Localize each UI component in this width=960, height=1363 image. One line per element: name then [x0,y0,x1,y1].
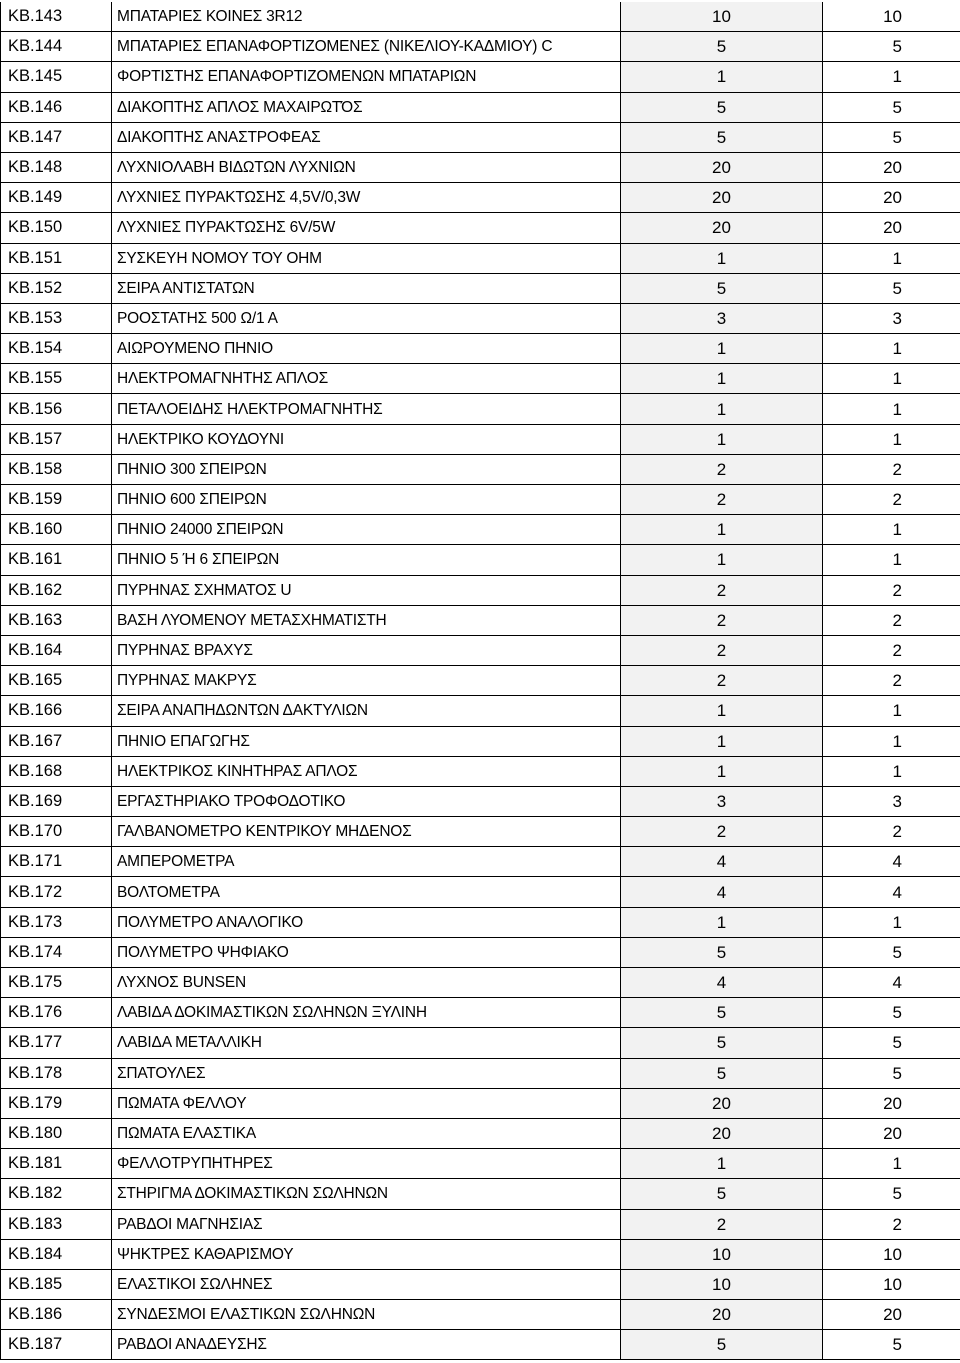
item-description-cell: ΠΗΝΙΟ 5 Ή 6 ΣΠΕΙΡΩΝ [112,545,621,575]
item-code-cell: ΚΒ.180 [1,1118,112,1148]
quantity-required-cell: 5 [621,1028,823,1058]
quantity-required-cell: 10 [621,2,823,32]
quantity-required-cell: 3 [621,303,823,333]
table-row [1,605,960,635]
quantity-required-cell: 4 [621,968,823,998]
table-row [1,1209,960,1239]
item-code-cell: ΚΒ.145 [1,62,112,92]
item-code-cell: ΚΒ.184 [1,1239,112,1269]
quantity-cell: 1 [823,545,960,575]
quantity-cell: 5 [823,998,960,1028]
item-description-cell: ΡΑΒΔΟΙ ΜΑΓΝΗΣΙΑΣ [112,1209,621,1239]
item-code-cell: ΚΒ.178 [1,1058,112,1088]
item-description-cell: ΠΟΛΥΜΕΤΡΟ ΑΝΑΛΟΓΙΚΟ [112,907,621,937]
item-description-cell: ΛΥΧΝΟΣ BUNSEN [112,968,621,998]
item-code-cell: ΚΒ.153 [1,303,112,333]
quantity-cell: 1 [823,726,960,756]
table-row [1,334,960,364]
table-row [1,1179,960,1209]
quantity-required-cell: 5 [621,32,823,62]
item-description-cell: ΔΙΑΚΟΠΤΗΣ ΑΠΛΟΣ ΜΑΧΑΙΡΩΤΌΣ [112,92,621,122]
quantity-cell: 10 [823,2,960,32]
table-row [1,152,960,182]
item-code-cell: ΚΒ.185 [1,1269,112,1299]
quantity-cell: 1 [823,394,960,424]
item-description-cell: ΕΛΑΣΤΙΚΟΙ ΣΩΛΗΝΕΣ [112,1269,621,1299]
item-code-cell: ΚΒ.158 [1,454,112,484]
table-row [1,213,960,243]
quantity-cell: 3 [823,303,960,333]
item-code-cell: ΚΒ.176 [1,998,112,1028]
table-row [1,907,960,937]
item-code-cell: ΚΒ.177 [1,1028,112,1058]
item-description-cell: ΠΩΜΑΤΑ ΦΕΛΛΟΥ [112,1088,621,1118]
table-row [1,62,960,92]
item-description-cell: ΗΛΕΚΤΡΟΜΑΓΝΗΤΗΣ ΑΠΛΟΣ [112,364,621,394]
item-code-cell: ΚΒ.156 [1,394,112,424]
quantity-required-cell: 4 [621,877,823,907]
quantity-cell: 2 [823,666,960,696]
item-code-cell: ΚΒ.167 [1,726,112,756]
item-code-cell: ΚΒ.147 [1,122,112,152]
table-row [1,394,960,424]
quantity-required-cell: 1 [621,62,823,92]
table-row [1,1118,960,1148]
table-row [1,515,960,545]
item-description-cell: ΣΕΙΡΑ ΑΝΑΠΗΔΩΝΤΩΝ ΔΑΚΤΥΛΙΩΝ [112,696,621,726]
table-row [1,92,960,122]
quantity-cell: 5 [823,32,960,62]
table-row [1,968,960,998]
table-row [1,1058,960,1088]
quantity-cell: 5 [823,1179,960,1209]
item-code-cell: ΚΒ.175 [1,968,112,998]
quantity-required-cell: 2 [621,575,823,605]
quantity-required-cell: 5 [621,1179,823,1209]
table-row [1,1149,960,1179]
quantity-required-cell: 2 [621,454,823,484]
item-code-cell: ΚΒ.148 [1,152,112,182]
quantity-cell: 3 [823,786,960,816]
quantity-required-cell: 3 [621,786,823,816]
item-description-cell: ΣΥΣΚΕΥΗ ΝΟΜΟΥ ΤΟΥ ΟΗΜ [112,243,621,273]
item-description-cell: ΣΠΑΤΟΥΛΕΣ [112,1058,621,1088]
table-row [1,183,960,213]
table-row [1,1269,960,1299]
item-code-cell: ΚΒ.164 [1,635,112,665]
item-code-cell: ΚΒ.169 [1,786,112,816]
quantity-cell: 5 [823,1028,960,1058]
item-code-cell: ΚΒ.187 [1,1330,112,1360]
quantity-required-cell: 10 [621,1269,823,1299]
table-row [1,1330,960,1360]
item-code-cell: ΚΒ.182 [1,1179,112,1209]
quantity-required-cell: 1 [621,696,823,726]
quantity-cell: 4 [823,877,960,907]
quantity-required-cell: 20 [621,152,823,182]
item-code-cell: ΚΒ.179 [1,1088,112,1118]
table-row [1,1239,960,1269]
item-code-cell: ΚΒ.163 [1,605,112,635]
item-description-cell: ΠΥΡΗΝΑΣ ΒΡΑΧΥΣ [112,635,621,665]
quantity-cell: 1 [823,334,960,364]
item-description-cell: ΠΗΝΙΟ 600 ΣΠΕΙΡΩΝ [112,485,621,515]
quantity-cell: 1 [823,243,960,273]
table-row [1,666,960,696]
quantity-required-cell: 5 [621,273,823,303]
item-code-cell: ΚΒ.186 [1,1300,112,1330]
item-description-cell: ΜΠΑΤΑΡΙΕΣ ΚΟΙΝΕΣ 3R12 [112,2,621,32]
item-code-cell: ΚΒ.154 [1,334,112,364]
quantity-required-cell: 1 [621,394,823,424]
quantity-required-cell: 2 [621,666,823,696]
item-code-cell: ΚΒ.171 [1,847,112,877]
quantity-required-cell: 1 [621,756,823,786]
quantity-required-cell: 1 [621,364,823,394]
table-row [1,575,960,605]
quantity-cell: 20 [823,213,960,243]
quantity-cell: 20 [823,152,960,182]
quantity-required-cell: 1 [621,1149,823,1179]
item-code-cell: ΚΒ.166 [1,696,112,726]
quantity-cell: 2 [823,1209,960,1239]
item-description-cell: ΒΟΛΤΟΜΕΤΡΑ [112,877,621,907]
quantity-required-cell: 2 [621,605,823,635]
quantity-required-cell: 2 [621,485,823,515]
item-code-cell: ΚΒ.151 [1,243,112,273]
quantity-cell: 2 [823,635,960,665]
quantity-required-cell: 20 [621,213,823,243]
quantity-cell: 5 [823,937,960,967]
item-description-cell: ΠΕΤΑΛΟΕΙΔΗΣ ΗΛΕΚΤΡΟΜΑΓΝΗΤΗΣ [112,394,621,424]
quantity-cell: 1 [823,1149,960,1179]
quantity-required-cell: 20 [621,183,823,213]
item-description-cell: ΑΙΩΡΟΥΜΕΝΟ ΠΗΝΙΟ [112,334,621,364]
table-row [1,545,960,575]
item-description-cell: ΦΟΡΤΙΣΤΗΣ ΕΠΑΝΑΦΟΡΤΙΖΟΜΕΝΩΝ ΜΠΑΤΑΡΙΩΝ [112,62,621,92]
item-code-cell: ΚΒ.161 [1,545,112,575]
item-description-cell: ΛΥΧΝΙΕΣ ΠΥΡΑΚΤΩΣΗΣ 4,5V/0,3W [112,183,621,213]
item-code-cell: ΚΒ.165 [1,666,112,696]
quantity-cell: 1 [823,756,960,786]
table-row [1,485,960,515]
item-description-cell: ΠΗΝΙΟ 24000 ΣΠΕΙΡΩΝ [112,515,621,545]
quantity-required-cell: 5 [621,122,823,152]
table-row [1,756,960,786]
quantity-required-cell: 4 [621,847,823,877]
quantity-required-cell: 20 [621,1118,823,1148]
quantity-required-cell: 20 [621,1088,823,1118]
item-code-cell: ΚΒ.160 [1,515,112,545]
quantity-cell: 4 [823,847,960,877]
quantity-required-cell: 2 [621,817,823,847]
quantity-cell: 20 [823,1300,960,1330]
quantity-cell: 5 [823,1058,960,1088]
item-description-cell: ΒΑΣΗ ΛΥΟΜΕΝΟΥ ΜΕΤΑΣΧΗΜΑΤΙΣΤΗ [112,605,621,635]
table-row [1,364,960,394]
item-description-cell: ΣΥΝΔΕΣΜΟΙ ΕΛΑΣΤΙΚΩΝ ΣΩΛΗΝΩΝ [112,1300,621,1330]
item-code-cell: ΚΒ.149 [1,183,112,213]
item-code-cell: ΚΒ.183 [1,1209,112,1239]
item-description-cell: ΔΙΑΚΟΠΤΗΣ ΑΝΑΣΤΡΟΦΕΑΣ [112,122,621,152]
item-description-cell: ΕΡΓΑΣΤΗΡΙΑΚΟ ΤΡΟΦΟΔΟΤΙΚΟ [112,786,621,816]
quantity-cell: 1 [823,907,960,937]
quantity-cell: 10 [823,1269,960,1299]
item-code-cell: ΚΒ.150 [1,213,112,243]
quantity-required-cell: 10 [621,1239,823,1269]
item-code-cell: ΚΒ.155 [1,364,112,394]
item-description-cell: ΡΟΟΣΤΑΤΗΣ 500 Ω/1 Α [112,303,621,333]
quantity-required-cell: 2 [621,1209,823,1239]
quantity-required-cell: 1 [621,726,823,756]
table-row [1,2,960,32]
quantity-cell: 5 [823,92,960,122]
item-code-cell: ΚΒ.152 [1,273,112,303]
inventory-table-body [1,2,960,1360]
item-description-cell: ΠΗΝΙΟ ΕΠΑΓΩΓΗΣ [112,726,621,756]
item-code-cell: ΚΒ.174 [1,937,112,967]
quantity-cell: 5 [823,273,960,303]
quantity-required-cell: 2 [621,635,823,665]
item-description-cell: ΡΑΒΔΟΙ ΑΝΑΔΕΥΣΗΣ [112,1330,621,1360]
quantity-required-cell: 1 [621,907,823,937]
table-row [1,635,960,665]
item-description-cell: ΠΗΝΙΟ 300 ΣΠΕΙΡΩΝ [112,454,621,484]
item-code-cell: ΚΒ.162 [1,575,112,605]
item-code-cell: ΚΒ.170 [1,817,112,847]
item-description-cell: ΗΛΕΚΤΡΙΚΟΣ ΚΙΝΗΤΗΡΑΣ ΑΠΛΟΣ [112,756,621,786]
item-description-cell: ΠΩΜΑΤΑ ΕΛΑΣΤΙΚΑ [112,1118,621,1148]
quantity-required-cell: 5 [621,998,823,1028]
item-code-cell: ΚΒ.181 [1,1149,112,1179]
table-row [1,726,960,756]
quantity-cell: 1 [823,424,960,454]
item-description-cell: ΣΤΗΡΙΓΜΑ ΔΟΚΙΜΑΣΤΙΚΩΝ ΣΩΛΗΝΩΝ [112,1179,621,1209]
quantity-cell: 1 [823,515,960,545]
quantity-required-cell: 1 [621,515,823,545]
table-row [1,998,960,1028]
table-row [1,937,960,967]
item-description-cell: ΛΑΒΙΔΑ ΜΕΤΑΛΛΙΚΗ [112,1028,621,1058]
table-row [1,696,960,726]
quantity-cell: 1 [823,696,960,726]
table-row [1,1028,960,1058]
item-description-cell: ΣΕΙΡΑ ΑΝΤΙΣΤΑΤΩΝ [112,273,621,303]
item-code-cell: ΚΒ.172 [1,877,112,907]
quantity-required-cell: 1 [621,334,823,364]
item-code-cell: ΚΒ.159 [1,485,112,515]
quantity-cell: 2 [823,485,960,515]
table-row [1,817,960,847]
item-description-cell: ΦΕΛΛΟΤΡΥΠΗΤΗΡΕΣ [112,1149,621,1179]
quantity-cell: 1 [823,62,960,92]
quantity-cell: 20 [823,1088,960,1118]
table-row [1,1300,960,1330]
item-description-cell: ΛΥΧΝΙΟΛΑΒΗ ΒΙΔΩΤΩΝ ΛΥΧΝΙΩΝ [112,152,621,182]
table-row [1,454,960,484]
item-code-cell: ΚΒ.143 [1,2,112,32]
item-description-cell: ΨΗΚΤΡΕΣ ΚΑΘΑΡΙΣΜΟΥ [112,1239,621,1269]
item-code-cell: ΚΒ.173 [1,907,112,937]
table-row [1,877,960,907]
table-row [1,32,960,62]
table-row [1,273,960,303]
inventory-table [0,2,960,1360]
quantity-required-cell: 1 [621,545,823,575]
table-row [1,424,960,454]
quantity-cell: 2 [823,817,960,847]
quantity-cell: 1 [823,364,960,394]
table-row [1,1088,960,1118]
quantity-cell: 10 [823,1239,960,1269]
item-code-cell: ΚΒ.144 [1,32,112,62]
quantity-cell: 5 [823,122,960,152]
item-description-cell: ΠΥΡΗΝΑΣ ΜΑΚΡΥΣ [112,666,621,696]
quantity-required-cell: 5 [621,1330,823,1360]
item-description-cell: ΑΜΠΕΡΟΜΕΤΡΑ [112,847,621,877]
item-description-cell: ΛΥΧΝΙΕΣ ΠΥΡΑΚΤΩΣΗΣ 6V/5W [112,213,621,243]
quantity-required-cell: 1 [621,243,823,273]
quantity-cell: 20 [823,183,960,213]
table-row [1,847,960,877]
item-code-cell: ΚΒ.157 [1,424,112,454]
quantity-cell: 4 [823,968,960,998]
table-row [1,243,960,273]
item-code-cell: ΚΒ.146 [1,92,112,122]
quantity-required-cell: 1 [621,424,823,454]
item-description-cell: ΠΥΡΗΝΑΣ ΣΧΗΜΑΤΟΣ U [112,575,621,605]
table-row [1,786,960,816]
item-code-cell: ΚΒ.168 [1,756,112,786]
item-description-cell: ΠΟΛΥΜΕΤΡΟ ΨΗΦΙΑΚΟ [112,937,621,967]
quantity-required-cell: 5 [621,937,823,967]
quantity-cell: 5 [823,1330,960,1360]
quantity-cell: 2 [823,575,960,605]
quantity-required-cell: 20 [621,1300,823,1330]
table-row [1,303,960,333]
table-row [1,122,960,152]
quantity-required-cell: 5 [621,1058,823,1088]
item-description-cell: ΛΑΒΙΔΑ ΔΟΚΙΜΑΣΤΙΚΩΝ ΣΩΛΗΝΩΝ ΞΥΛΙΝΗ [112,998,621,1028]
quantity-cell: 2 [823,454,960,484]
item-description-cell: ΓΑΛΒΑΝΟΜΕΤΡΟ ΚΕΝΤΡΙΚΟΥ ΜΗΔΕΝΟΣ [112,817,621,847]
item-description-cell: ΜΠΑΤΑΡΙΕΣ ΕΠΑΝΑΦΟΡΤΙΖΟΜΕΝΕΣ (ΝΙΚΕΛΙΟΥ-ΚΑΔΜΙΟΥ) C [112,32,621,62]
item-description-cell: ΗΛΕΚΤΡΙΚΟ ΚΟΥΔΟΥΝΙ [112,424,621,454]
quantity-cell: 20 [823,1118,960,1148]
quantity-required-cell: 5 [621,92,823,122]
quantity-cell: 2 [823,605,960,635]
